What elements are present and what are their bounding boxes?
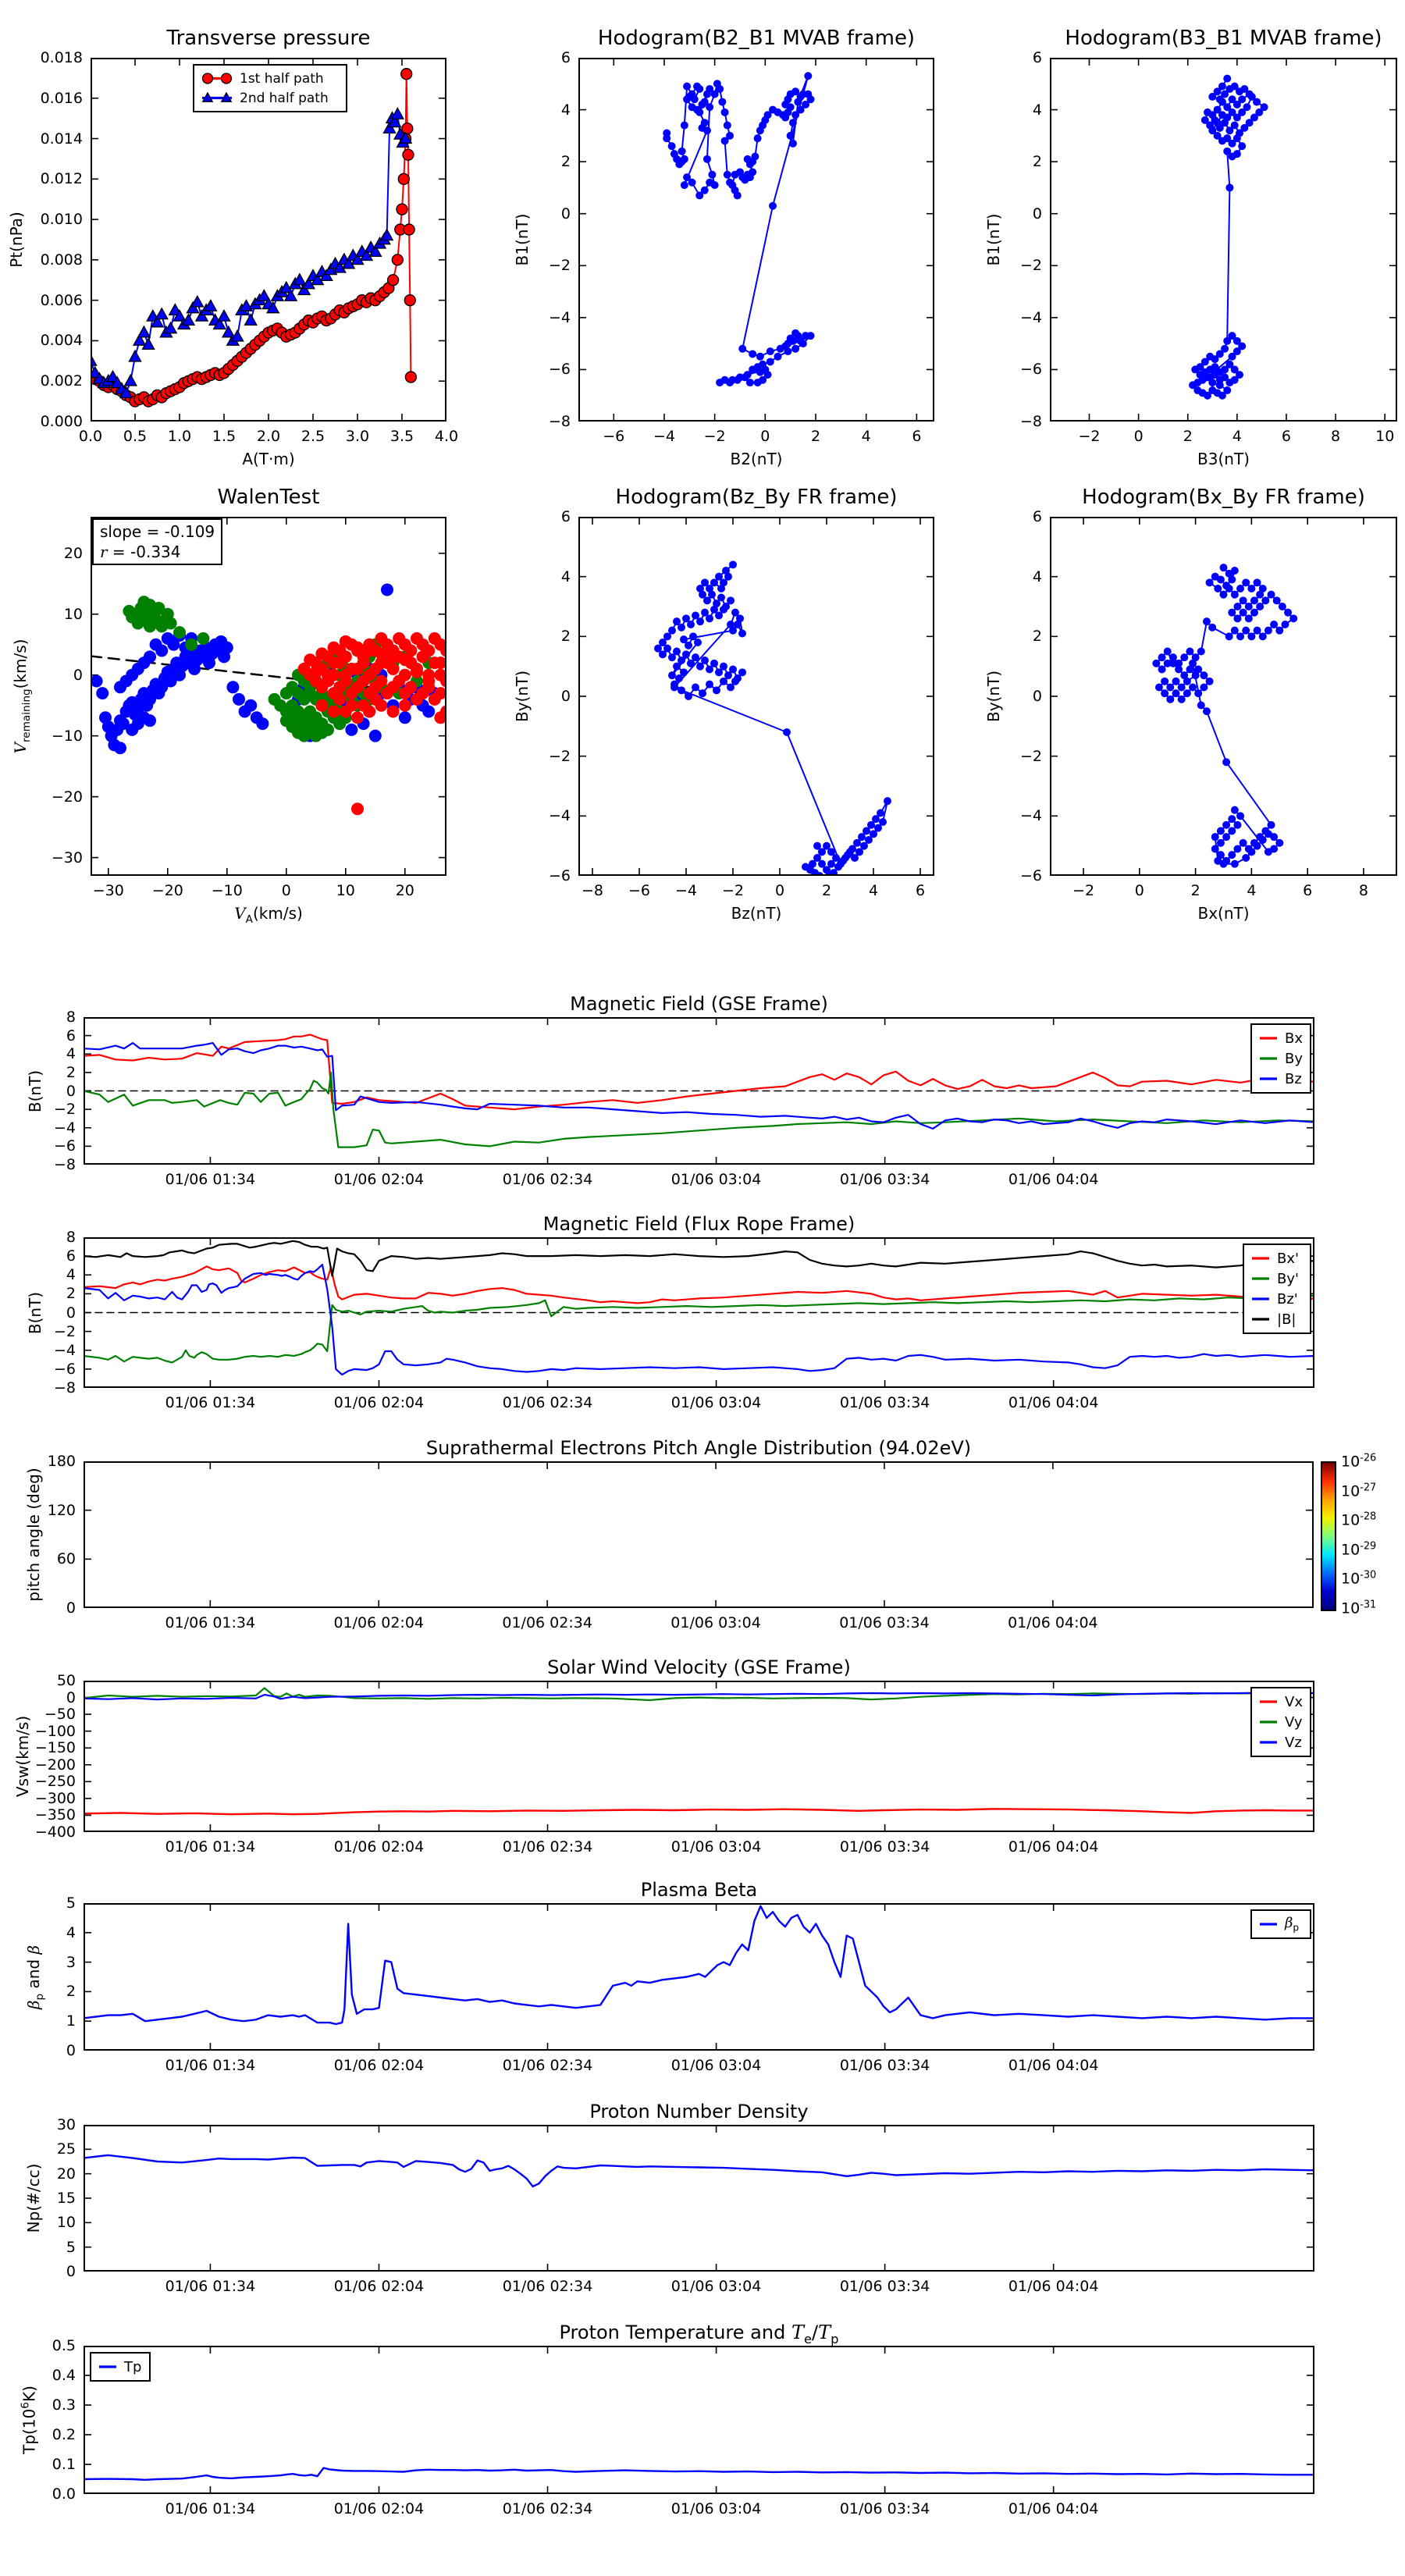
proton-temperature-panel-legend xyxy=(90,2352,151,2382)
y-tick-label: 2 xyxy=(1032,153,1042,171)
x-tick-label: 01/06 03:04 xyxy=(670,1171,762,1188)
x-tick-label: 01/06 02:04 xyxy=(333,1394,425,1411)
y-tick-label: 0.014 xyxy=(40,130,83,148)
proton-temperature-panel-plot-area xyxy=(84,2346,1314,2494)
x-tick-label: 0.0 xyxy=(78,428,103,445)
x-tick-label: 6 xyxy=(912,428,922,445)
x-tick-label: 01/06 02:04 xyxy=(333,2278,425,2295)
y-tick-label: 0 xyxy=(66,1599,76,1617)
x-tick-label: 01/06 03:04 xyxy=(670,2500,762,2517)
colorbar-tick-label: $10^{-26}$ xyxy=(1341,1452,1377,1471)
x-tick-label: 1.5 xyxy=(212,428,237,445)
y-tick-label: −4 xyxy=(53,1119,76,1137)
x-tick-label: 0 xyxy=(281,882,291,899)
hodogram-b3-b1-panel-title: Hodogram(B3_B1 MVAB frame) xyxy=(1065,27,1382,50)
legend-sample-tp xyxy=(98,2357,118,2377)
x-tick-label: 01/06 01:34 xyxy=(165,1394,256,1411)
y-tick-label: 20 xyxy=(63,544,83,562)
x-tick-label: 01/06 03:34 xyxy=(839,2500,930,2517)
y-tick-label: 0.3 xyxy=(52,2396,76,2414)
legend-item xyxy=(201,88,340,108)
x-tick-label: 6 xyxy=(1281,428,1292,445)
x-tick-label: 10 xyxy=(336,882,355,899)
magnetic-field-gse-panel-plot-area xyxy=(84,1017,1314,1165)
x-tick-label: 01/06 02:04 xyxy=(333,2057,425,2074)
x-tick-label: 01/06 02:34 xyxy=(502,1614,592,1631)
magnetic-field-gse-panel-legend xyxy=(1250,1023,1311,1094)
legend-sample-bx- xyxy=(1250,1248,1271,1268)
y-tick-label: 0 xyxy=(1032,205,1042,222)
y-tick-label: 15 xyxy=(56,2190,76,2207)
hodogram-b2-b1-panel-ylabel: B1(nT) xyxy=(513,213,532,266)
y-tick-label: 0 xyxy=(66,2263,76,2280)
legend-sample--p xyxy=(1258,1914,1279,1934)
x-tick-label: 01/06 02:34 xyxy=(502,2500,593,2517)
y-tick-label: −100 xyxy=(34,1722,76,1740)
x-tick-label: 4 xyxy=(868,882,879,899)
y-tick-label: 2 xyxy=(560,628,571,646)
magnetic-field-flux-rope-panel-plot-area xyxy=(84,1237,1314,1388)
y-tick-label: 6 xyxy=(66,1026,76,1044)
y-tick-label: 6 xyxy=(560,508,571,525)
legend-label: 2nd half path xyxy=(240,90,329,106)
y-tick-label: 0.002 xyxy=(40,372,83,390)
x-tick-label: 01/06 01:34 xyxy=(165,1614,256,1631)
x-tick-label: −30 xyxy=(92,882,124,899)
solar-wind-velocity-panel-title: Solar Wind Velocity (GSE Frame) xyxy=(547,1656,851,1678)
y-tick-label: −8 xyxy=(53,1156,76,1173)
legend-label: |B| xyxy=(1277,1311,1297,1328)
x-tick-label: −10 xyxy=(211,882,243,899)
x-tick-label: 2 xyxy=(821,882,832,899)
x-tick-label: 2 xyxy=(810,428,821,445)
magnetic-field-gse-panel-ylabel: B(nT) xyxy=(26,1069,44,1112)
x-tick-label: 01/06 02:34 xyxy=(502,1171,593,1188)
y-tick-label: 0 xyxy=(66,1304,76,1322)
y-tick-label: −2 xyxy=(1019,747,1042,765)
x-tick-label: 01/06 01:34 xyxy=(165,1171,256,1188)
x-tick-label: 01/06 02:34 xyxy=(502,2278,593,2295)
hodogram-bz-by-panel-xlabel: Bz(nT) xyxy=(731,904,782,923)
legend-sample-vx xyxy=(1258,1692,1279,1712)
x-tick-label: 01/06 03:04 xyxy=(670,1838,762,1856)
colorbar-tick-label: $10^{-28}$ xyxy=(1341,1510,1377,1529)
y-tick-label: 0.016 xyxy=(40,89,83,107)
y-tick-label: 4 xyxy=(66,1266,76,1284)
legend-item xyxy=(1250,1309,1304,1329)
y-tick-label: −2 xyxy=(53,1322,76,1340)
y-tick-label: −2 xyxy=(53,1101,76,1119)
y-tick-label: 2 xyxy=(1032,628,1042,646)
y-tick-label: 0.2 xyxy=(52,2426,76,2443)
y-tick-label: 120 xyxy=(47,1501,76,1519)
legend-item xyxy=(1258,1692,1304,1712)
legend-label: Vy xyxy=(1285,1713,1303,1731)
y-tick-label: 0 xyxy=(66,2042,76,2059)
y-tick-label: 30 xyxy=(56,2116,76,2133)
x-tick-label: 0.5 xyxy=(123,428,148,445)
legend-label: Bz xyxy=(1285,1070,1302,1087)
y-tick-label: 25 xyxy=(56,2140,76,2158)
hodogram-b2-b1-panel-title: Hodogram(B2_B1 MVAB frame) xyxy=(597,27,916,50)
x-tick-label: 2 xyxy=(1190,882,1200,899)
y-tick-label: 0.5 xyxy=(52,2337,76,2354)
y-tick-label: 6 xyxy=(1032,508,1042,525)
x-tick-label: 0 xyxy=(760,428,770,445)
y-tick-label: −2 xyxy=(548,257,571,275)
magnetic-field-gse-panel-title: Magnetic Field (GSE Frame) xyxy=(570,993,828,1015)
y-tick-label: 6 xyxy=(66,1247,76,1265)
hodogram-bz-by-panel-ylabel: By(nT) xyxy=(513,670,532,723)
transverse-pressure-panel-xlabel: A(T·m) xyxy=(242,450,295,468)
x-tick-label: 10 xyxy=(1375,428,1395,445)
x-tick-label: 01/06 03:04 xyxy=(670,2278,762,2295)
y-tick-label: 0 xyxy=(66,1082,76,1100)
magnetic-field-flux-rope-panel-legend xyxy=(1243,1244,1311,1334)
x-tick-label: −2 xyxy=(721,882,744,899)
x-tick-label: 01/06 04:04 xyxy=(1008,2278,1099,2295)
y-tick-label: 0.008 xyxy=(40,251,83,269)
y-tick-label: 0.000 xyxy=(40,413,83,430)
y-tick-label: 10 xyxy=(63,605,83,623)
x-tick-label: −2 xyxy=(1072,882,1095,899)
x-tick-label: −8 xyxy=(581,882,603,899)
legend-item xyxy=(1258,1028,1304,1048)
colorbar-tick-label: $10^{-30}$ xyxy=(1341,1569,1377,1589)
y-tick-label: 3 xyxy=(66,1953,76,1971)
y-tick-label: −6 xyxy=(1019,867,1042,884)
solar-wind-velocity-panel-ylabel: Vsw(km/s) xyxy=(13,1715,32,1798)
x-tick-label: 01/06 01:34 xyxy=(165,2057,256,2074)
hodogram-b2-b1-panel-plot-area xyxy=(578,58,934,422)
y-tick-label: −6 xyxy=(1019,361,1042,379)
legend-item xyxy=(1250,1268,1304,1289)
x-tick-label: −20 xyxy=(151,882,183,899)
y-tick-label: −250 xyxy=(34,1773,76,1791)
x-tick-label: 01/06 03:34 xyxy=(839,1614,930,1631)
legend-sample--b- xyxy=(1250,1309,1271,1329)
hodogram-b3-b1-panel-ylabel: B1(nT) xyxy=(984,213,1003,266)
x-tick-label: 01/06 04:04 xyxy=(1008,1838,1099,1856)
x-tick-label: 3.5 xyxy=(389,428,414,445)
x-tick-label: 6 xyxy=(915,882,926,899)
pitch-angle-panel-title: Suprathermal Electrons Pitch Angle Distribution (94.02eV) xyxy=(425,1437,972,1459)
x-tick-label: 4.0 xyxy=(434,428,459,445)
y-tick-label: −4 xyxy=(548,807,571,825)
y-tick-label: −4 xyxy=(53,1341,76,1359)
y-tick-label: 5 xyxy=(66,1895,76,1912)
y-tick-label: −10 xyxy=(51,727,83,745)
legend-sample-bx xyxy=(1258,1028,1279,1048)
y-tick-label: −6 xyxy=(53,1360,76,1378)
hodogram-bx-by-panel-ylabel: By(nT) xyxy=(984,670,1003,723)
x-tick-label: 01/06 02:04 xyxy=(333,1171,425,1188)
y-tick-label: 8 xyxy=(66,1009,76,1026)
y-tick-label: 2 xyxy=(66,1285,76,1303)
y-tick-label: 0 xyxy=(560,205,571,222)
x-tick-label: 01/06 03:04 xyxy=(670,1614,761,1631)
legend-sample-vy xyxy=(1258,1712,1279,1732)
x-tick-label: 2.5 xyxy=(301,428,325,445)
x-tick-label: 1.0 xyxy=(167,428,192,445)
y-tick-label: 4 xyxy=(1032,101,1042,119)
pitch-angle-panel-plot-area xyxy=(84,1461,1314,1608)
legend-label: 1st half path xyxy=(240,70,324,87)
hodogram-bx-by-panel-xlabel: Bx(nT) xyxy=(1197,904,1250,923)
x-tick-label: 01/06 03:04 xyxy=(670,2057,762,2074)
legend-label: Tp xyxy=(124,2358,142,2375)
y-tick-label: 0.006 xyxy=(40,291,83,309)
proton-temperature-panel-ylabel: $Tp(10^6K)$ xyxy=(19,2386,39,2454)
y-tick-label: −400 xyxy=(34,1823,76,1841)
x-tick-label: 4 xyxy=(1247,882,1257,899)
plasma-beta-panel-ylabel: $\beta_p$ and β xyxy=(24,1944,46,2009)
legend-sample-bz- xyxy=(1250,1289,1271,1309)
x-tick-label: 0 xyxy=(774,882,785,899)
transverse-pressure-panel-ylabel: Pt(nPa) xyxy=(7,212,26,268)
legend-sample-vz xyxy=(1258,1732,1279,1752)
y-tick-label: −200 xyxy=(34,1756,76,1774)
x-tick-label: 8 xyxy=(1358,882,1368,899)
x-tick-label: −4 xyxy=(653,428,675,445)
x-tick-label: 01/06 03:04 xyxy=(670,1394,762,1411)
x-tick-label: 8 xyxy=(1331,428,1341,445)
walen-test-panel-plot-area xyxy=(91,517,446,876)
legend-sample-by xyxy=(1258,1048,1279,1069)
y-tick-label: 0.1 xyxy=(52,2456,76,2473)
x-tick-label: 0 xyxy=(1133,428,1144,445)
legend-item xyxy=(1258,1712,1304,1732)
proton-temperature-panel-title: Proton Temperature and $T_e/T_p$ xyxy=(559,2322,839,2347)
y-tick-label: 20 xyxy=(56,2165,76,2183)
legend-label: Bx xyxy=(1285,1030,1304,1047)
y-tick-label: 180 xyxy=(47,1453,76,1470)
y-tick-label: 0 xyxy=(1032,688,1042,705)
y-tick-label: 1 xyxy=(66,2012,76,2030)
legend-label: Vx xyxy=(1285,1693,1303,1710)
walen-test-panel-ylabel: $V_{remaining}(km/s)$ xyxy=(11,639,33,754)
plasma-beta-panel-plot-area xyxy=(84,1903,1314,2051)
x-tick-label: 01/06 02:34 xyxy=(502,1394,593,1411)
transverse-pressure-panel-legend xyxy=(193,64,347,112)
plasma-beta-panel-legend xyxy=(1250,1909,1311,1939)
hodogram-bx-by-panel-plot-area xyxy=(1050,517,1397,876)
magnetic-field-flux-rope-panel-title: Magnetic Field (Flux Rope Frame) xyxy=(542,1213,855,1235)
y-tick-label: 4 xyxy=(66,1045,76,1063)
hodogram-bx-by-panel-title: Hodogram(Bx_By FR frame) xyxy=(1082,486,1365,509)
y-tick-label: 6 xyxy=(1032,49,1042,66)
pitch-angle-panel-colorbar xyxy=(1321,1461,1336,1611)
y-tick-label: −4 xyxy=(1019,807,1042,825)
x-tick-label: 01/06 01:34 xyxy=(165,1838,256,1856)
y-tick-label: 0.010 xyxy=(40,211,83,229)
y-tick-label: −150 xyxy=(34,1739,76,1757)
y-tick-label: −8 xyxy=(548,413,571,430)
x-tick-label: 6 xyxy=(1303,882,1313,899)
proton-number-density-panel-title: Proton Number Density xyxy=(589,2101,809,2122)
x-tick-label: 01/06 04:04 xyxy=(1008,1394,1099,1411)
hodogram-b3-b1-panel-plot-area xyxy=(1050,58,1397,422)
x-tick-label: 4 xyxy=(1232,428,1242,445)
y-tick-label: −50 xyxy=(44,1706,76,1724)
y-tick-label: −20 xyxy=(51,788,83,806)
y-tick-label: 2 xyxy=(66,1983,76,2001)
x-tick-label: 01/06 03:34 xyxy=(839,1171,930,1188)
solar-wind-velocity-panel-legend xyxy=(1250,1687,1311,1757)
y-tick-label: 0 xyxy=(560,688,571,705)
x-tick-label: 01/06 04:04 xyxy=(1008,1171,1099,1188)
x-tick-label: 4 xyxy=(861,428,871,445)
legend-label: Bx' xyxy=(1277,1250,1299,1267)
x-tick-label: −6 xyxy=(603,428,625,445)
hodogram-b2-b1-panel-xlabel: B2(nT) xyxy=(730,450,783,468)
y-tick-label: 0.0 xyxy=(52,2485,76,2503)
y-tick-label: 60 xyxy=(56,1550,76,1568)
y-tick-label: −6 xyxy=(53,1137,76,1155)
x-tick-label: −2 xyxy=(703,428,726,445)
legend-label: By' xyxy=(1277,1270,1299,1287)
legend-label: $\beta_p$ xyxy=(1285,1915,1300,1934)
legend-item xyxy=(1258,1069,1304,1089)
legend-item xyxy=(1258,1914,1304,1934)
x-tick-label: 01/06 04:04 xyxy=(1008,2500,1099,2517)
walen-test-panel-title: WalenTest xyxy=(217,486,320,509)
y-tick-label: −300 xyxy=(34,1789,76,1807)
y-tick-label: 0.012 xyxy=(40,170,83,188)
hodogram-bz-by-panel-title: Hodogram(Bz_By FR frame) xyxy=(615,486,898,509)
legend-item xyxy=(1250,1289,1304,1309)
y-tick-label: 8 xyxy=(66,1229,76,1246)
legend-sample-bz xyxy=(1258,1069,1279,1089)
pitch-angle-panel-ylabel: pitch angle (deg) xyxy=(24,1468,43,1602)
y-tick-label: −2 xyxy=(1019,257,1042,275)
y-tick-label: −350 xyxy=(34,1806,76,1824)
legend-label: By xyxy=(1285,1050,1304,1067)
hodogram-b3-b1-panel-xlabel: B3(nT) xyxy=(1197,450,1250,468)
x-tick-label: 3.0 xyxy=(345,428,370,445)
y-tick-label: −8 xyxy=(53,1379,76,1397)
y-tick-label: 4 xyxy=(560,101,571,119)
hodogram-bz-by-panel-plot-area xyxy=(578,517,934,876)
x-tick-label: 01/06 01:34 xyxy=(165,2278,256,2295)
x-tick-label: 01/06 01:34 xyxy=(165,2500,256,2517)
legend-item xyxy=(1250,1248,1304,1268)
solar-wind-velocity-panel-plot-area xyxy=(84,1681,1314,1832)
y-tick-label: 4 xyxy=(1032,568,1042,585)
legend-item xyxy=(98,2357,143,2377)
y-tick-label: 4 xyxy=(560,568,571,585)
x-tick-label: 0 xyxy=(1134,882,1144,899)
y-tick-label: −6 xyxy=(548,867,571,884)
x-tick-label: 01/06 02:34 xyxy=(502,2057,593,2074)
y-tick-label: 0.018 xyxy=(40,49,83,66)
x-tick-label: 01/06 02:34 xyxy=(502,1838,593,1856)
x-tick-label: 01/06 04:04 xyxy=(1008,1614,1098,1631)
y-tick-label: 4 xyxy=(66,1923,76,1941)
legend-item xyxy=(1258,1048,1304,1069)
x-tick-label: 20 xyxy=(395,882,414,899)
legend-sample-1st-half-path xyxy=(201,69,233,88)
x-tick-label: 01/06 03:34 xyxy=(839,2278,930,2295)
y-tick-label: −8 xyxy=(1019,413,1042,430)
y-tick-label: 6 xyxy=(560,49,571,66)
legend-item xyxy=(201,69,340,88)
x-tick-label: −4 xyxy=(674,882,697,899)
legend-item xyxy=(1258,1732,1304,1752)
x-tick-label: 01/06 04:04 xyxy=(1008,2057,1099,2074)
legend-label: Vz xyxy=(1285,1734,1302,1751)
x-tick-label: 01/06 03:34 xyxy=(839,1394,930,1411)
legend-label: Bz' xyxy=(1277,1290,1298,1308)
y-tick-label: −2 xyxy=(548,747,571,765)
y-tick-label: 0 xyxy=(66,1688,76,1706)
y-tick-label: −6 xyxy=(548,361,571,379)
x-tick-label: −2 xyxy=(1078,428,1101,445)
x-tick-label: 2.0 xyxy=(256,428,281,445)
plasma-beta-panel-title: Plasma Beta xyxy=(640,1879,758,1901)
x-tick-label: 01/06 02:04 xyxy=(333,1838,425,1856)
x-tick-label: 01/06 03:34 xyxy=(839,1838,930,1856)
colorbar-tick-label: $10^{-31}$ xyxy=(1341,1599,1377,1617)
x-tick-label: 2 xyxy=(1183,428,1193,445)
y-tick-label: 2 xyxy=(66,1063,76,1081)
colorbar-tick-label: $10^{-27}$ xyxy=(1341,1481,1377,1500)
y-tick-label: 0.004 xyxy=(40,332,83,350)
x-tick-label: 01/06 03:34 xyxy=(839,2057,930,2074)
x-tick-label: 01/06 02:04 xyxy=(333,2500,425,2517)
y-tick-label: −30 xyxy=(51,849,83,866)
y-tick-label: −4 xyxy=(548,308,571,326)
y-tick-label: −4 xyxy=(1019,308,1042,326)
y-tick-label: 10 xyxy=(56,2214,76,2232)
y-tick-label: 5 xyxy=(66,2238,76,2256)
magnetic-field-flux-rope-panel-ylabel: B(nT) xyxy=(26,1291,44,1334)
proton-number-density-panel-plot-area xyxy=(84,2125,1314,2272)
x-tick-label: −6 xyxy=(628,882,650,899)
walen-test-panel-xlabel: $V_A(km/s)$ xyxy=(234,904,303,926)
transverse-pressure-panel-title: Transverse pressure xyxy=(166,27,371,50)
y-tick-label: 0 xyxy=(73,666,83,684)
legend-sample-by- xyxy=(1250,1268,1271,1289)
x-tick-label: 01/06 02:04 xyxy=(333,1614,425,1631)
y-tick-label: 0.4 xyxy=(52,2367,76,2384)
walen-test-panel-annotation: slope = -0.109 r = -0.334 xyxy=(92,518,222,565)
legend-sample-2nd-half-path xyxy=(201,88,233,108)
proton-number-density-panel-ylabel: Np(#/cc) xyxy=(24,2163,43,2233)
y-tick-label: 2 xyxy=(560,153,571,171)
y-tick-label: 50 xyxy=(56,1672,76,1689)
colorbar-tick-label: $10^{-29}$ xyxy=(1341,1540,1377,1559)
